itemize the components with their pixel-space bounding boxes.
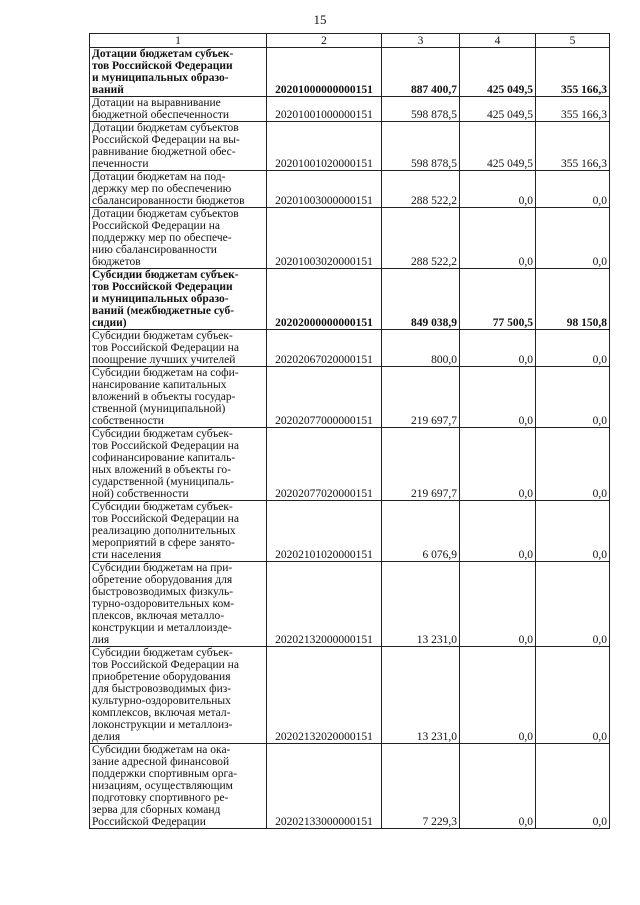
table-row xyxy=(90,269,610,330)
row-value-col3: 800,0 xyxy=(382,330,460,367)
column-number-1: 1 xyxy=(90,34,267,48)
row-value-col5: 355 166,3 xyxy=(536,122,610,171)
row-value-col4: 0,0 xyxy=(460,647,536,744)
row-code: 20202000000000151 xyxy=(267,269,382,330)
row-value-col3: 13 231,0 xyxy=(382,647,460,744)
column-number-2: 2 xyxy=(267,34,382,48)
row-value-col3: 887 400,7 xyxy=(382,48,460,97)
row-name: Дотации на выравнивание бюджетной обеспеченности xyxy=(90,97,267,122)
row-value-col4: 77 500,5 xyxy=(460,269,536,330)
row-code: 20201003000000151 xyxy=(267,171,382,208)
row-value-col3: 219 697,7 xyxy=(382,367,460,428)
row-value-col3: 13 231,0 xyxy=(382,562,460,647)
row-value-col4: 0,0 xyxy=(460,562,536,647)
row-value-col4: 0,0 xyxy=(460,744,536,829)
table-row xyxy=(90,330,610,367)
row-code: 20202132020000151 xyxy=(267,647,382,744)
table-row xyxy=(90,208,610,269)
table-row xyxy=(90,367,610,428)
table-row xyxy=(90,647,610,744)
row-value-col4: 0,0 xyxy=(460,208,536,269)
row-value-col4: 0,0 xyxy=(460,428,536,501)
row-value-col5: 0,0 xyxy=(536,428,610,501)
row-name: Дотации бюджетам субъектов Российской Федерации на вы- равнивание бюджетной обес- печенности xyxy=(90,122,267,171)
table-row xyxy=(90,122,610,171)
table-row xyxy=(90,97,610,122)
row-value-col3: 7 229,3 xyxy=(382,744,460,829)
row-value-col4: 0,0 xyxy=(460,330,536,367)
table-row xyxy=(90,171,610,208)
column-number-4: 4 xyxy=(460,34,536,48)
row-name: Субсидии бюджетам субъек- тов Российской Федерации на поощрение лучших учителей xyxy=(90,330,267,367)
row-value-col3: 288 522,2 xyxy=(382,208,460,269)
row-value-col5: 0,0 xyxy=(536,647,610,744)
row-name: Дотации бюджетам субъектов Российской Федерации на поддержку мер по обеспече- нию сбалансированности бюджетов xyxy=(90,208,267,269)
row-value-col3: 219 697,7 xyxy=(382,428,460,501)
row-value-col3: 598 878,5 xyxy=(382,122,460,171)
row-value-col4: 425 049,5 xyxy=(460,122,536,171)
row-value-col3: 6 076,9 xyxy=(382,501,460,562)
row-code: 20201003020000151 xyxy=(267,208,382,269)
table-row xyxy=(90,428,610,501)
row-name: Субсидии бюджетам субъек- тов Российской Федерации на софинансирование капиталь- ных вложений в объекты го- сударственной (муниципаль- ной) собственности xyxy=(90,428,267,501)
table-row xyxy=(90,562,610,647)
row-value-col4: 0,0 xyxy=(460,367,536,428)
row-name: Субсидии бюджетам на ока- зание адресной финансовой поддержки спортивным орга- низациям, осуществляющим подготовку спортивного ре- зерва для сборных команд Российской Федерации xyxy=(90,744,267,829)
column-number-5: 5 xyxy=(536,34,610,48)
row-code: 20202132000000151 xyxy=(267,562,382,647)
row-value-col4: 0,0 xyxy=(460,171,536,208)
row-name: Субсидии бюджетам на софи- нансирование капитальных вложений в объекты государ- ственной (муниципальной) собственности xyxy=(90,367,267,428)
row-code: 20202067020000151 xyxy=(267,330,382,367)
column-number-3: 3 xyxy=(382,34,460,48)
row-value-col5: 0,0 xyxy=(536,501,610,562)
row-name: Субсидии бюджетам субъек- тов Российской Федерации на приобретение оборудования для быстровозводимых физ- культурно-оздоровительных комплексов, включая метал- локонструкции и металлоиз- делия xyxy=(90,647,267,744)
row-value-col5: 0,0 xyxy=(536,562,610,647)
row-value-col3: 288 522,2 xyxy=(382,171,460,208)
row-name: Субсидии бюджетам субъек- тов Российской Федерации на реализацию дополнительных мероприятий в сфере занято- сти населения xyxy=(90,501,267,562)
row-value-col5: 0,0 xyxy=(536,171,610,208)
row-value-col4: 0,0 xyxy=(460,501,536,562)
row-value-col3: 849 038,9 xyxy=(382,269,460,330)
budget-table xyxy=(89,33,610,829)
row-code: 20202133000000151 xyxy=(267,744,382,829)
row-value-col5: 98 150,8 xyxy=(536,269,610,330)
row-value-col5: 0,0 xyxy=(536,208,610,269)
row-value-col5: 355 166,3 xyxy=(536,48,610,97)
row-value-col4: 425 049,5 xyxy=(460,48,536,97)
table-row xyxy=(90,501,610,562)
row-code: 20202077020000151 xyxy=(267,428,382,501)
row-code: 20201001020000151 xyxy=(267,122,382,171)
row-value-col5: 0,0 xyxy=(536,744,610,829)
row-code: 20201001000000151 xyxy=(267,97,382,122)
row-code: 20202077000000151 xyxy=(267,367,382,428)
row-code: 20202101020000151 xyxy=(267,501,382,562)
row-name: Дотации бюджетам на под- держку мер по обеспечению сбалансированности бюджетов xyxy=(90,171,267,208)
table-row xyxy=(90,48,610,97)
row-value-col5: 0,0 xyxy=(536,367,610,428)
table-row xyxy=(90,744,610,829)
row-name: Дотации бюджетам субъек- тов Российской Федерации и муниципальных образо- ваний xyxy=(90,48,267,97)
row-name: Субсидии бюджетам на при- обретение оборудования для быстровозводимых физкуль- турно-оздоровительных ком- плексов, включая металло- конструкции и металлоизде- лия xyxy=(90,562,267,647)
column-number-row xyxy=(90,34,610,48)
row-value-col5: 0,0 xyxy=(536,330,610,367)
row-name: Субсидии бюджетам субъек- тов Российской Федерации и муниципальных образо- ваний (межбюджетные суб- сидии) xyxy=(90,269,267,330)
row-value-col3: 598 878,5 xyxy=(382,97,460,122)
row-code: 20201000000000151 xyxy=(267,48,382,97)
page-number: 15 xyxy=(313,12,327,27)
row-value-col5: 355 166,3 xyxy=(536,97,610,122)
row-value-col4: 425 049,5 xyxy=(460,97,536,122)
